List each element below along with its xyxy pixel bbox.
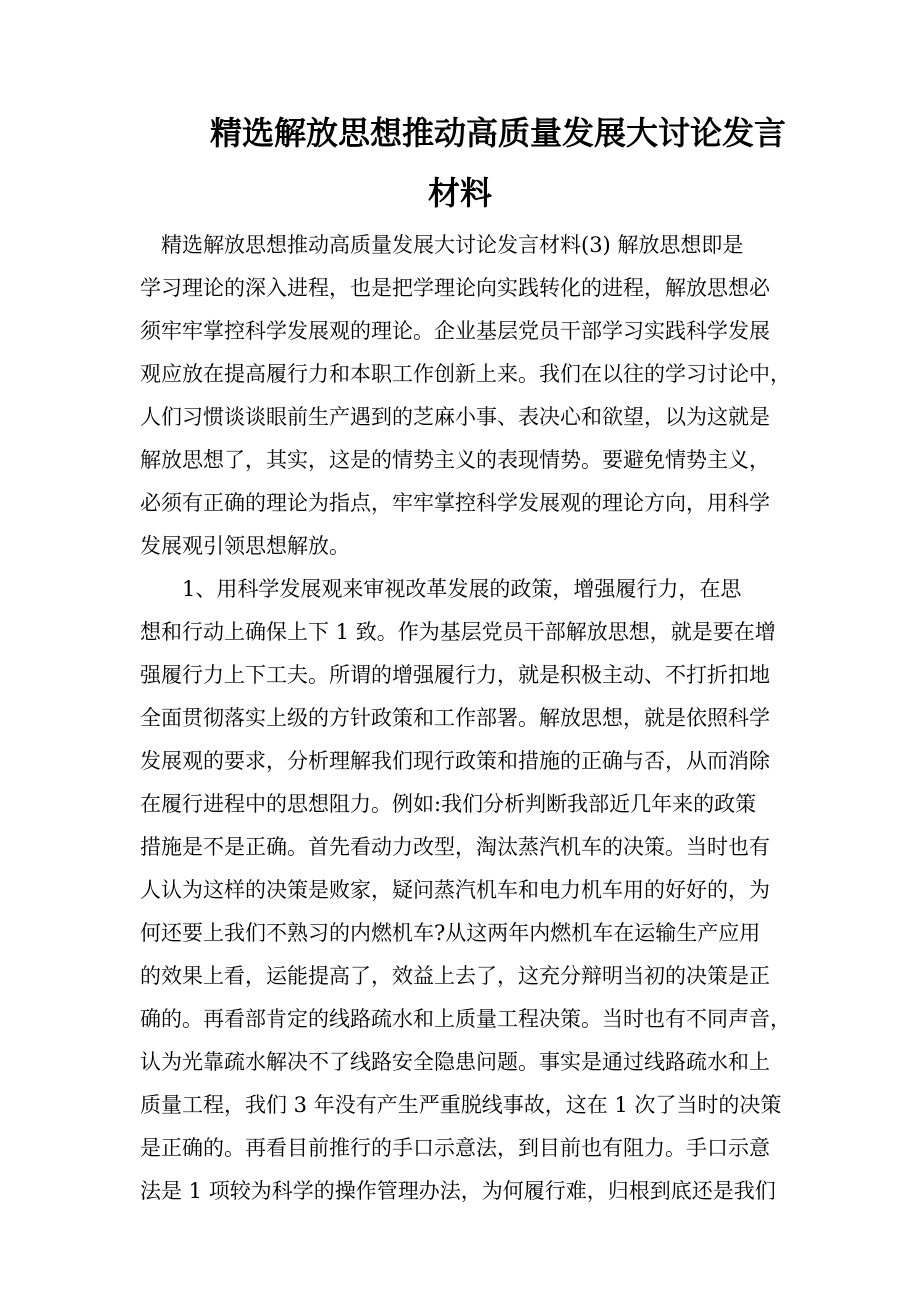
body-line: 全面贯彻落实上级的方针政策和工作部署。解放思想，就是依照科学: [140, 706, 770, 730]
body-line: 人们习惯谈谈眼前生产遇到的芝麻小事、表决心和欲望，以为这就是: [140, 405, 770, 429]
document-title-line-2: 材料: [427, 174, 492, 212]
body-line: 人认为这样的决策是败家，疑问蒸汽机车和电力机车用的好好的，为: [140, 878, 770, 902]
body-line: 想和行动上确保上下 1 致。作为基层党员干部解放思想，就是要在增: [140, 620, 776, 644]
body-line: 精选解放思想推动高质量发展大讨论发言材料(3) 解放思想即是: [140, 233, 744, 257]
body-line: 质量工程，我们 3 年没有产生严重脱线事故，这在 1 次了当时的决策: [140, 1093, 782, 1117]
body-line: 解放思想了，其实，这是的情势主义的表现情势。要避免情势主义，: [140, 448, 770, 472]
body-line: 发展观的要求，分析理解我们现行政策和措施的正确与否，从而消除: [140, 749, 770, 773]
body-line: 何还要上我们不熟习的内燃机车?从这两年内燃机车在运输生产应用: [140, 921, 761, 945]
body-line: 发展观引领思想解放。: [140, 534, 350, 558]
body-line: 观应放在提高履行力和本职工作创新上来。我们在以往的学习讨论中，: [140, 362, 791, 386]
body-line: 在履行进程中的思想阻力。例如:我们分析判断我部近几年来的政策: [140, 792, 757, 816]
body-line: 必须有正确的理论为指点，牢牢掌控科学发展观的理论方向，用科学: [140, 491, 770, 515]
body-line: 强履行力上下工夫。所谓的增强履行力，就是积极主动、不打折扣地: [140, 663, 770, 687]
body-line: 的效果上看，运能提高了，效益上去了，这充分辩明当初的决策是正: [140, 964, 770, 988]
body-line: 措施是不是正确。首先看动力改型，淘汰蒸汽机车的决策。当时也有: [140, 835, 770, 859]
body-line: 学习理论的深入进程，也是把学理论向实践转化的进程，解放思想必: [140, 276, 770, 300]
body-line: 是正确的。再看目前推行的手口示意法，到目前也有阻力。手口示意: [140, 1136, 770, 1160]
body-line: 1、用科学发展观来审视改革发展的政策，增强履行力，在思: [140, 577, 742, 601]
body-line: 确的。再看部肯定的线路疏水和上质量工程决策。当时也有不同声音，: [140, 1007, 791, 1031]
body-line: 法是 1 项较为科学的操作管理办法，为何履行难，归根到底还是我们: [140, 1179, 776, 1203]
body-line: 须牢牢掌控科学发展观的理论。企业基层党员干部学习实践科学发展: [140, 319, 770, 343]
body-line: 认为光靠疏水解决不了线路安全隐患问题。事实是通过线路疏水和上: [140, 1050, 770, 1074]
document-title-line-1: 精选解放思想推动高质量发展大讨论发言: [210, 114, 787, 152]
